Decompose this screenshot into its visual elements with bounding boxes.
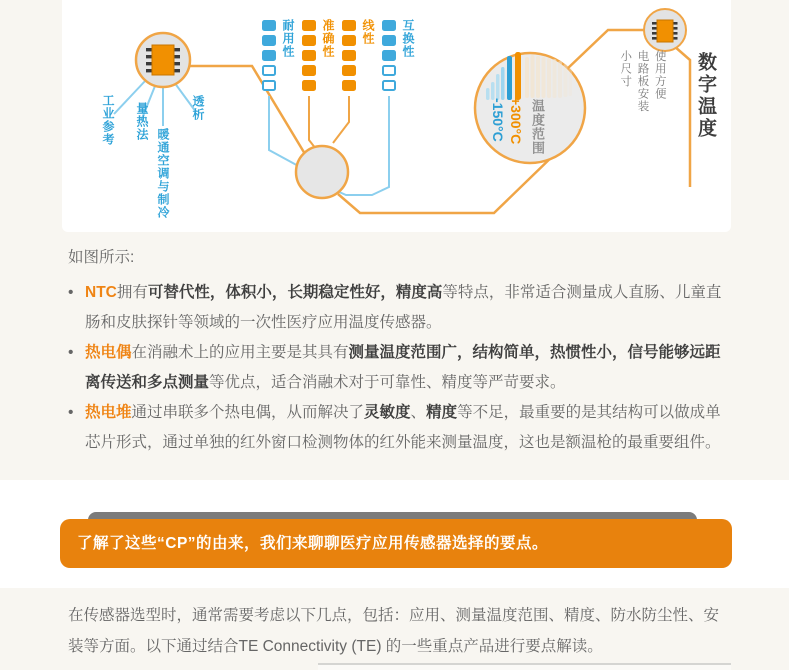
bullet-item <box>68 398 724 458</box>
rating-square <box>382 50 396 61</box>
digital-temperature-title: 数字温度 <box>695 52 716 140</box>
intro-text: 如图所示: <box>68 249 135 266</box>
digital-feature: 小尺寸 <box>619 50 632 88</box>
digital-feature: 电路板安装 <box>636 50 649 113</box>
bullet-text: 热电堆通过串联多个热电偶，从而解决了灵敏度、精度等不足，最重要的是其结构可以做成单芯片形式，通过单独的红外窗口检测物体的红外能来测量温度，这也是额温枪的最重要组件。 <box>85 404 721 451</box>
rating-square <box>382 65 396 76</box>
rating-square <box>262 65 276 76</box>
temp-max-label: +300°C <box>508 97 524 145</box>
rating-durability-squares <box>262 20 276 95</box>
article-body <box>68 244 724 458</box>
rating-label-durability: 耐用性 <box>281 19 295 58</box>
rating-square <box>382 20 396 31</box>
bullet-dot-icon: • <box>68 284 74 301</box>
rating-square <box>302 80 316 91</box>
next-section-edge <box>318 663 731 670</box>
rating-square <box>262 35 276 46</box>
bullet-dot-icon: • <box>68 344 74 361</box>
rating-square <box>382 35 396 46</box>
temp-min-label: -150°C <box>490 98 506 142</box>
rating-square <box>262 80 276 91</box>
bullet-item <box>68 278 724 338</box>
app-label-hvac: 暖通空调与制冷 <box>156 128 170 219</box>
rating-square <box>342 65 356 76</box>
bullet-list <box>68 278 724 458</box>
app-label-calorimetry: 量热法 <box>135 102 149 141</box>
rating-square <box>262 50 276 61</box>
rating-label-accuracy: 准确性 <box>321 19 335 58</box>
rating-label-linearity: 线性 <box>361 19 375 45</box>
bullet-dot-icon: • <box>68 404 74 421</box>
rating-label-interchangeability: 互换性 <box>401 19 415 58</box>
digital-feature-list <box>616 50 668 134</box>
rating-square <box>342 80 356 91</box>
app-label-dialysis: 透析 <box>191 95 205 121</box>
selection-intro-text: 在传感器选型时，通常需要考虑以下几点，包括：应用、测量温度范围、精度、防水防尘性、安装等方面。以下通过结合TE Connectivity (TE) 的一些重点产品进行要点解读。 <box>68 607 720 655</box>
temp-range-bars <box>486 52 572 100</box>
rating-square <box>302 65 316 76</box>
rating-square <box>342 50 356 61</box>
rating-accuracy-squares <box>302 20 316 95</box>
rating-linearity-squares <box>342 20 356 95</box>
rating-square <box>342 35 356 46</box>
banner-text: 了解了这些“CP”的由来，我们来聊聊医疗应用传感器选择的要点。 <box>77 535 549 552</box>
rating-square <box>342 20 356 31</box>
temp-range-label: 温度范围 <box>530 99 545 155</box>
sensor-diagram-card <box>62 0 731 232</box>
banner-section <box>0 480 789 588</box>
digital-feature: 使用方便 <box>653 50 666 100</box>
rating-square <box>302 35 316 46</box>
selection-intro-section <box>0 588 789 670</box>
bullet-item <box>68 338 724 398</box>
bullet-text: 热电偶在消融术上的应用主要是其具有测量温度范围广，结构简单，热惯性小，信号能够远距离传送和多点测量等优点，适合消融术对于可靠性、精度等严苛要求。 <box>85 344 721 391</box>
rating-square <box>262 20 276 31</box>
rating-square <box>302 50 316 61</box>
rating-square <box>382 80 396 91</box>
highlight-banner <box>60 519 732 568</box>
rating-square <box>302 20 316 31</box>
bullet-text: NTC拥有可替代性，体积小，长期稳定性好，精度高等特点，非常适合测量成人直肠、儿童直肠和皮肤探针等领域的一次性医疗应用温度传感器。 <box>85 284 722 331</box>
rating-interchangeability-squares <box>382 20 396 95</box>
app-label-industrial: 工业参考 <box>101 94 115 146</box>
